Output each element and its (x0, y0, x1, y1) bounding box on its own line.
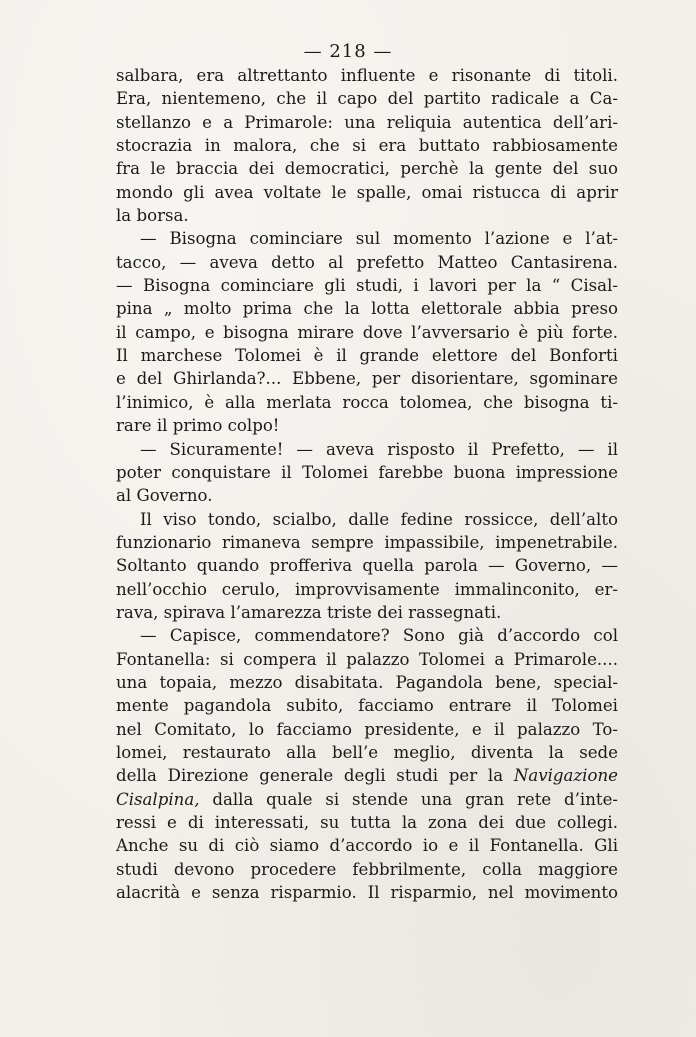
text-line: una topaia, mezzo disabitata. Pagandola bene, special- (116, 672, 618, 692)
text-line: — Sicuramente! — aveva risposto il Prefetto, — il (140, 439, 618, 459)
text-line: Il viso tondo, scialbo, dalle fedine rossicce, dell’alto (140, 509, 618, 529)
italic-title: Cisalpina, (116, 789, 200, 809)
text-line: rare il primo colpo! (116, 416, 280, 436)
text-line: nell’occhio cerulo, improvvisamente immalinconito, er- (116, 579, 618, 599)
text-line: alacrità e senza risparmio. Il risparmio, nel movimento (116, 883, 618, 903)
text-line: Era, nientemeno, che il capo del partito radicale a Ca- (116, 89, 618, 109)
text-line (116, 788, 618, 811)
text-line: il campo, e bisogna mirare dove l’avversario è più forte. (116, 322, 618, 342)
body-text (116, 64, 618, 904)
text-line: studi devono procedere febbrilmente, colla maggiore (116, 859, 618, 879)
text-line: mente pagandola subito, facciamo entrare il Tolomei (116, 696, 618, 716)
page-number: — 218 — (303, 41, 393, 62)
text-line: pina „ molto prima che la lotta elettorale abbia preso (116, 299, 618, 319)
text-line: — Capisce, commendatore? Sono già d’accordo col (140, 626, 618, 646)
text-line: e del Ghirlanda?... Ebbene, per disorientare, sgominare (116, 369, 618, 389)
text-line: — Bisogna cominciare sul momento l’azione e l’at- (140, 229, 618, 249)
text-line: funzionario rimaneva sempre impassibile, impenetrabile. (116, 532, 618, 552)
text-line: nel Comitato, lo facciamo presidente, e il palazzo To- (116, 719, 618, 739)
text-line: l’inimico, è alla merlata rocca tolomea, che bisogna ti- (116, 392, 618, 412)
text-line: Fontanella: si compera il palazzo Tolomei a Primarole.... (116, 649, 618, 669)
text-line: salbara, era altrettanto influente e risonante di titoli. (116, 66, 618, 85)
text-line: Anche su di ciò siamo d’accordo io e il Fontanella. Gli (116, 836, 618, 856)
text-segment: dalla quale si stende una gran rete d’inte- (199, 789, 618, 809)
text-line: fra le braccia dei democratici, perchè la gente del suo (116, 159, 618, 179)
text-line: Il marchese Tolomei è il grande elettore del Bonforti (116, 346, 618, 366)
text-line: rava, spirava l’amarezza triste dei rassegnati. (116, 602, 502, 622)
text-segment: della Direzione generale degli studi per la (116, 766, 514, 786)
text-line: tacco, — aveva detto al prefetto Matteo Cantasirena. (116, 252, 618, 272)
text-line: stocrazia in malora, che si era buttato rabbiosamente (116, 136, 618, 156)
text-line: — Bisogna cominciare gli studi, i lavori per la “ Cisal- (116, 276, 618, 296)
text-line: poter conquistare il Tolomei farebbe buona impressione (116, 462, 618, 482)
text-line: ressi e di interessati, su tutta la zona dei due collegi. (116, 813, 618, 832)
text-line: al Governo. (116, 486, 213, 506)
text-line: Soltanto quando profferiva quella parola — Governo, — (116, 556, 618, 576)
text-line: mondo gli avea voltate le spalle, omai ristucca di aprir (116, 182, 618, 202)
text-line: la borsa. (116, 206, 189, 226)
italic-title: Navigazione (513, 766, 618, 786)
text-line (116, 764, 618, 787)
text-line: lomei, restaurato alla bell’e meglio, diventa la sede (116, 742, 618, 762)
text-line: stellanzo e a Primarole: una reliquia autentica dell’ari- (116, 112, 618, 132)
